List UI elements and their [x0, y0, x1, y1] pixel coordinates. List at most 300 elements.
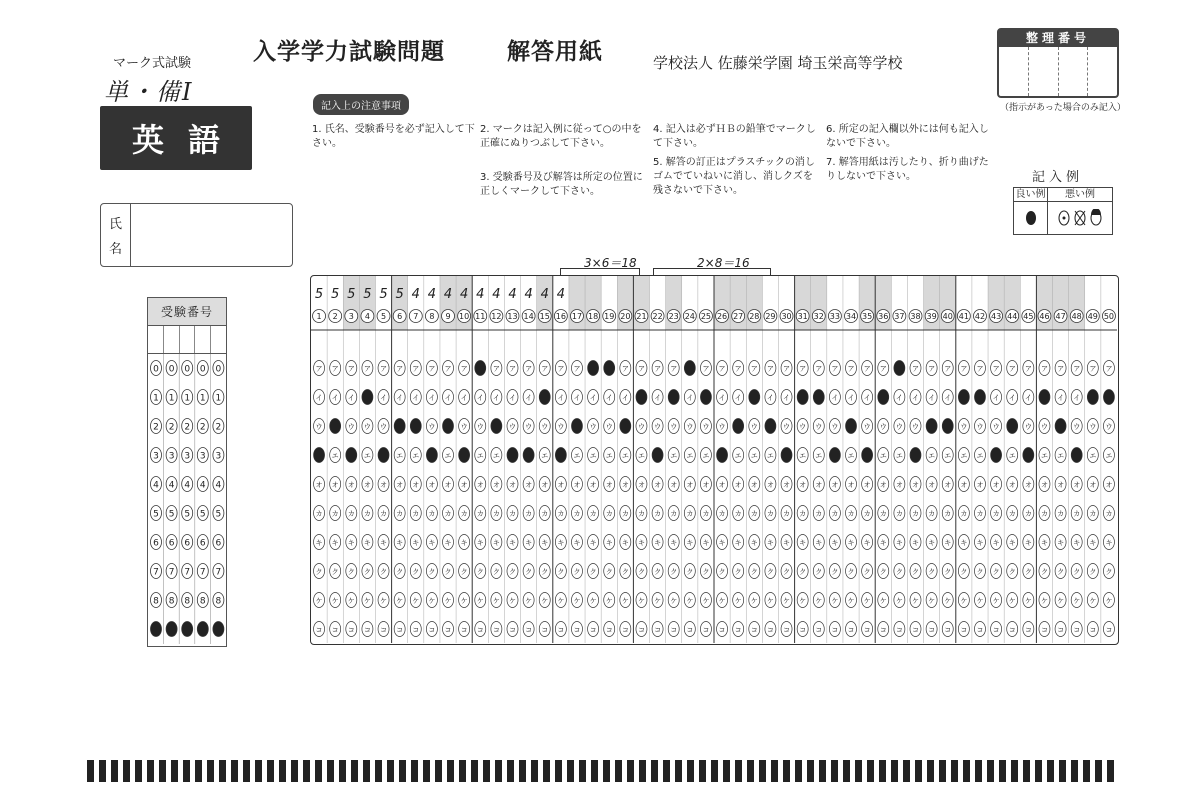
exam-digit-label: 2: [168, 422, 175, 433]
answer-choice-label: イ: [654, 394, 662, 402]
answer-bubble[interactable]: [717, 448, 728, 463]
example-box: [1013, 187, 1113, 235]
answer-choice-label: ケ: [637, 597, 645, 605]
answer-choice-label: オ: [686, 481, 694, 489]
answer-choice-label: コ: [928, 626, 936, 634]
answer-choice-label: ケ: [750, 597, 758, 605]
answer-choice-label: キ: [992, 539, 1000, 547]
answer-choice-label: ア: [944, 365, 952, 373]
answer-choice-label: コ: [766, 626, 774, 634]
notes-badge: 記入上の注意事項: [313, 94, 409, 115]
question-number: 47: [1055, 312, 1066, 321]
handwritten-point: 5: [331, 287, 340, 302]
answer-choice-label: コ: [476, 626, 484, 634]
answer-choice-label: コ: [734, 626, 742, 634]
answer-bubble[interactable]: [846, 419, 857, 434]
answer-choice-label: カ: [1040, 510, 1048, 518]
answer-choice-label: ク: [541, 568, 549, 576]
answer-choice-label: カ: [331, 510, 339, 518]
answer-choice-label: ア: [363, 365, 371, 373]
question-number: 27: [733, 312, 744, 321]
answer-choice-label: キ: [1073, 539, 1081, 547]
answer-choice-label: キ: [847, 539, 855, 547]
answer-choice-label: ア: [654, 365, 662, 373]
answer-choice-label: カ: [718, 510, 726, 518]
answer-choice-label: キ: [766, 539, 774, 547]
answer-choice-label: カ: [476, 510, 484, 518]
answer-choice-label: ア: [1105, 365, 1113, 373]
answer-choice-label: エ: [815, 452, 823, 460]
answer-choice-label: ク: [1089, 568, 1097, 576]
answer-choice-label: コ: [589, 626, 597, 634]
answer-choice-label: コ: [831, 626, 839, 634]
answer-choice-label: カ: [799, 510, 807, 518]
answer-choice-label: コ: [557, 626, 565, 634]
answer-choice-label: ケ: [783, 597, 791, 605]
answer-bubble[interactable]: [346, 448, 357, 463]
answer-choice-label: ケ: [396, 597, 404, 605]
answer-choice-label: コ: [863, 626, 871, 634]
answer-choice-label: イ: [460, 394, 468, 402]
answer-bubble[interactable]: [555, 448, 566, 463]
answer-choice-label: イ: [444, 394, 452, 402]
answer-bubble[interactable]: [330, 419, 341, 434]
exam-digit-bubble[interactable]: [197, 622, 208, 637]
answer-choice-label: ケ: [670, 597, 678, 605]
answer-choice-label: オ: [1057, 481, 1065, 489]
answer-choice-label: ケ: [460, 597, 468, 605]
answer-bubble[interactable]: [813, 390, 824, 405]
answer-choice-label: キ: [444, 539, 452, 547]
answer-choice-label: ク: [573, 568, 581, 576]
answer-bubble[interactable]: [894, 361, 905, 376]
answer-choice-label: エ: [702, 452, 710, 460]
exam-number-bubbles[interactable]: [148, 354, 226, 644]
answer-choice-label: コ: [1089, 626, 1097, 634]
answer-choice-label: エ: [476, 452, 484, 460]
answer-bubble[interactable]: [378, 448, 389, 463]
answer-choice-label: キ: [912, 539, 919, 547]
subject-badge: 英語: [100, 106, 252, 170]
answer-choice-label: ク: [428, 568, 436, 576]
answer-choice-label: カ: [1073, 510, 1081, 518]
answer-choice-label: オ: [1024, 481, 1032, 489]
handwritten-note: 単・備I: [104, 78, 194, 106]
answer-bubble[interactable]: [410, 419, 421, 434]
exam-digit-bubble[interactable]: [151, 622, 162, 637]
answer-choice-label: オ: [1008, 481, 1016, 489]
answer-choice-label: カ: [750, 510, 758, 518]
question-number: 35: [862, 312, 873, 321]
answer-choice-label: ウ: [783, 423, 791, 431]
answer-bubble[interactable]: [942, 419, 953, 434]
answer-choice-label: コ: [347, 626, 355, 634]
question-number: 23: [668, 312, 679, 321]
answer-choice-label: コ: [1073, 626, 1081, 634]
answer-choice-label: カ: [1024, 510, 1032, 518]
answer-choice-label: ウ: [541, 423, 549, 431]
answer-choice-label: コ: [702, 626, 710, 634]
good-example-label: 良い例: [1014, 188, 1048, 201]
answer-choice-label: ア: [509, 365, 516, 373]
answer-choice-label: イ: [621, 394, 629, 402]
answer-bubble[interactable]: [523, 448, 534, 463]
answer-choice-label: カ: [637, 510, 645, 518]
answer-choice-label: キ: [557, 539, 565, 547]
answer-choice-label: コ: [1040, 626, 1048, 634]
exam-digit-bubble[interactable]: [166, 622, 177, 637]
answer-choice-label: ア: [734, 365, 742, 373]
answer-choice-label: イ: [928, 394, 936, 402]
answer-choice-label: ウ: [589, 423, 597, 431]
handwritten-point: 4: [459, 287, 469, 302]
answer-choice-label: イ: [783, 394, 791, 402]
question-number: 43: [991, 312, 1002, 321]
handwritten-point: 5: [379, 287, 388, 302]
answer-choice-label: コ: [525, 626, 533, 634]
answer-choice-label: キ: [976, 539, 984, 547]
answer-bubble[interactable]: [571, 419, 582, 434]
answer-choice-label: ク: [718, 568, 726, 576]
answer-choice-label: カ: [396, 510, 404, 518]
answer-choice-label: ア: [847, 365, 855, 373]
answer-choice-label: キ: [750, 539, 758, 547]
answer-bubble[interactable]: [668, 390, 679, 405]
answer-choice-label: カ: [509, 510, 516, 518]
answer-choice-label: ウ: [605, 423, 613, 431]
answer-choice-label: エ: [396, 452, 404, 460]
answer-bubble[interactable]: [588, 361, 599, 376]
exam-digit-label: 7: [153, 567, 159, 578]
answer-bubble[interactable]: [652, 448, 663, 463]
answer-choice-label: ア: [879, 365, 887, 373]
answer-bubble[interactable]: [878, 390, 889, 405]
question-number: 12: [491, 312, 502, 321]
question-number: 30: [781, 312, 792, 321]
answer-choice-label: ク: [1040, 568, 1048, 576]
exam-digit-label: 6: [199, 538, 206, 549]
answer-choice-label: オ: [718, 481, 726, 489]
answer-choice-label: エ: [363, 452, 371, 460]
answer-choice-label: ケ: [1073, 597, 1081, 605]
answer-choice-label: ア: [444, 365, 452, 373]
answer-choice-label: コ: [799, 626, 807, 634]
answer-choice-label: カ: [847, 510, 855, 518]
answer-choice-label: コ: [460, 626, 468, 634]
question-number: 21: [636, 312, 647, 321]
answer-bubble[interactable]: [733, 419, 744, 434]
name-label-2: 名: [108, 242, 122, 257]
answer-choice-label: コ: [573, 626, 581, 634]
answer-choice-label: エ: [412, 452, 420, 460]
answer-choice-label: オ: [766, 481, 774, 489]
answer-choice-label: キ: [686, 539, 694, 547]
question-number: 34: [845, 312, 857, 321]
name-label-1: 氏: [108, 217, 122, 232]
page-title: 入学学力試験問題: [253, 39, 445, 65]
answer-choice-label: エ: [960, 452, 968, 460]
answer-choice-label: エ: [331, 452, 339, 460]
question-number: 18: [588, 312, 599, 321]
question-number: 5: [380, 312, 387, 321]
question-number: 42: [974, 312, 986, 321]
answer-choice-label: ク: [847, 568, 855, 576]
dot-mark-icon: [1058, 209, 1070, 227]
answer-choice-label: エ: [750, 452, 758, 460]
answer-choice-label: ウ: [799, 423, 807, 431]
answer-choice-label: コ: [492, 626, 500, 634]
question-number: 20: [620, 312, 631, 321]
answer-choice-label: ク: [637, 568, 645, 576]
answer-bubble[interactable]: [491, 419, 502, 434]
answer-choice-label: コ: [912, 626, 919, 634]
exam-digit-bubble[interactable]: [182, 622, 193, 637]
question-number: 1: [316, 312, 322, 321]
name-field[interactable]: [100, 203, 293, 267]
answer-choice-label: ウ: [460, 423, 468, 431]
answer-bubble[interactable]: [1007, 419, 1018, 434]
answer-choice-label: カ: [428, 510, 436, 518]
answer-choice-label: ウ: [315, 423, 323, 431]
answer-choice-label: ケ: [525, 597, 533, 605]
answer-choice-label: ア: [460, 365, 468, 373]
answer-choice-label: イ: [315, 394, 323, 402]
answer-choice-label: ア: [396, 365, 404, 373]
school-name: 学校法人 佐藤栄学園 埼玉栄高等学校: [653, 54, 903, 72]
answer-bubble[interactable]: [958, 390, 969, 405]
answer-bubbles[interactable]: [311, 276, 1117, 643]
exam-digit-label: 8: [153, 596, 159, 607]
answer-choice-label: ク: [815, 568, 823, 576]
handwritten-point: 4: [476, 287, 485, 302]
handwritten-point: 4: [540, 287, 549, 302]
answer-choice-label: キ: [702, 539, 710, 547]
answer-bubble[interactable]: [1039, 390, 1050, 405]
exam-digit-label: 1: [184, 393, 191, 404]
answer-choice-label: ア: [670, 365, 678, 373]
answer-choice-label: ケ: [492, 597, 500, 605]
answer-choice-label: ケ: [428, 597, 436, 605]
answer-bubble[interactable]: [636, 390, 647, 405]
answer-choice-label: オ: [573, 481, 581, 489]
answer-choice-label: コ: [686, 626, 694, 634]
answer-choice-label: エ: [1089, 452, 1097, 460]
answer-bubble[interactable]: [394, 419, 405, 434]
exam-digit-bubble[interactable]: [213, 622, 224, 637]
note-3: 3. 受験番号及び解答は所定の位置に正しくマークして下さい。: [480, 172, 643, 197]
answer-bubble[interactable]: [1023, 448, 1034, 463]
answer-choice-label: ウ: [670, 423, 678, 431]
question-number: 4: [364, 312, 370, 321]
answer-bubble[interactable]: [620, 419, 631, 434]
answer-choice-label: カ: [347, 510, 355, 518]
answer-choice-label: ウ: [509, 423, 516, 431]
answer-choice-label: コ: [815, 626, 823, 634]
answer-choice-label: ア: [1008, 365, 1016, 373]
answer-bubble[interactable]: [781, 448, 792, 463]
answer-choice-label: コ: [605, 626, 613, 634]
answer-choice-label: ア: [976, 365, 984, 373]
answer-choice-label: ア: [573, 365, 581, 373]
answer-choice-label: オ: [492, 481, 500, 489]
answer-choice-label: ク: [331, 568, 339, 576]
answer-choice-label: ク: [960, 568, 968, 576]
answer-choice-label: キ: [621, 539, 629, 547]
answer-bubble[interactable]: [1087, 390, 1098, 405]
answer-bubble[interactable]: [829, 448, 840, 463]
answer-choice-label: キ: [799, 539, 807, 547]
answer-choice-label: オ: [960, 481, 968, 489]
answer-choice-label: ケ: [686, 597, 694, 605]
answer-choice-label: オ: [944, 481, 952, 489]
answer-choice-label: ク: [702, 568, 710, 576]
answer-choice-label: イ: [1073, 394, 1081, 402]
answer-bubble[interactable]: [862, 448, 873, 463]
answer-choice-label: ク: [557, 568, 565, 576]
answer-choice-label: イ: [766, 394, 774, 402]
answer-choice-label: ケ: [605, 597, 613, 605]
exam-digit-label: 2: [215, 422, 222, 433]
answer-choice-label: ケ: [347, 597, 355, 605]
answer-choice-label: イ: [912, 394, 919, 402]
answer-choice-label: イ: [380, 394, 388, 402]
answer-bubble[interactable]: [910, 448, 921, 463]
answer-bubble[interactable]: [426, 448, 437, 463]
answer-choice-label: ウ: [1089, 423, 1097, 431]
answer-choice-label: ウ: [525, 423, 533, 431]
question-number: 7: [413, 312, 419, 321]
answer-bubble[interactable]: [684, 361, 695, 376]
answer-choice-label: オ: [1073, 481, 1081, 489]
answer-choice-label: カ: [912, 510, 919, 518]
answer-choice-label: キ: [363, 539, 371, 547]
answer-choice-label: オ: [1105, 481, 1113, 489]
answer-choice-label: コ: [541, 626, 549, 634]
answer-choice-label: オ: [815, 481, 823, 489]
answer-bubble[interactable]: [700, 390, 711, 405]
answer-choice-label: キ: [396, 539, 404, 547]
answer-choice-label: エ: [976, 452, 984, 460]
answer-choice-label: ア: [783, 365, 791, 373]
exam-digit-label: 8: [215, 596, 222, 607]
question-number: 9: [445, 312, 451, 321]
exam-digit-label: 3: [199, 451, 206, 462]
answer-choice-label: ク: [863, 568, 871, 576]
answer-bubble[interactable]: [459, 448, 470, 463]
answer-choice-label: カ: [992, 510, 1000, 518]
answer-choice-label: イ: [734, 394, 742, 402]
answer-choice-label: イ: [396, 394, 404, 402]
answer-bubble[interactable]: [1103, 390, 1114, 405]
answer-choice-label: ク: [396, 568, 404, 576]
handwritten-point: 5: [314, 287, 324, 302]
handwritten-point: 4: [508, 287, 517, 302]
answer-choice-label: エ: [766, 452, 774, 460]
answer-bubble[interactable]: [475, 361, 486, 376]
answer-choice-label: コ: [509, 626, 516, 634]
answer-bubble[interactable]: [765, 419, 776, 434]
answer-choice-label: イ: [331, 394, 339, 402]
answer-choice-label: カ: [492, 510, 500, 518]
question-number: 29: [765, 312, 776, 321]
answer-choice-label: ア: [1073, 365, 1081, 373]
answer-choice-label: ク: [460, 568, 468, 576]
answer-choice-label: ケ: [847, 597, 855, 605]
answer-choice-label: ウ: [879, 423, 887, 431]
exam-digit-label: 3: [184, 451, 191, 462]
exam-digit-label: 2: [153, 422, 159, 433]
answer-choice-label: ケ: [541, 597, 549, 605]
answer-bubble[interactable]: [974, 390, 985, 405]
answer-choice-label: ク: [621, 568, 629, 576]
answer-choice-label: ケ: [1024, 597, 1032, 605]
answer-choice-label: ケ: [315, 597, 323, 605]
answer-choice-label: オ: [637, 481, 645, 489]
exam-digit-label: 4: [184, 480, 191, 491]
answer-choice-label: カ: [1089, 510, 1097, 518]
answer-bubble[interactable]: [443, 419, 454, 434]
exam-digit-label: 1: [153, 393, 159, 404]
answer-bubble[interactable]: [1071, 448, 1082, 463]
answer-bubble[interactable]: [362, 390, 373, 405]
answer-choice-label: イ: [847, 394, 855, 402]
exam-digit-label: 4: [215, 480, 222, 491]
answer-bubble[interactable]: [797, 390, 808, 405]
answer-choice-label: ウ: [347, 423, 355, 431]
exam-digit-label: 3: [168, 451, 175, 462]
answer-choice-label: ク: [315, 568, 323, 576]
answer-choice-label: ウ: [476, 423, 484, 431]
answer-bubble[interactable]: [314, 448, 325, 463]
answer-choice-label: キ: [460, 539, 468, 547]
answer-choice-label: オ: [670, 481, 678, 489]
answer-bubble[interactable]: [604, 361, 615, 376]
answer-choice-label: ウ: [1073, 423, 1081, 431]
question-number: 36: [878, 312, 889, 321]
answer-choice-label: コ: [1008, 626, 1016, 634]
answer-bubble[interactable]: [1055, 419, 1066, 434]
answer-choice-label: キ: [1089, 539, 1097, 547]
handwritten-point: 4: [492, 287, 501, 302]
answer-choice-label: ア: [1089, 365, 1097, 373]
answer-choice-label: エ: [444, 452, 452, 460]
answer-choice-label: オ: [347, 481, 355, 489]
answer-bubble[interactable]: [539, 390, 550, 405]
answer-bubble[interactable]: [749, 390, 760, 405]
exam-digit-label: 7: [168, 567, 175, 578]
answer-choice-label: キ: [331, 539, 339, 547]
answer-choice-label: カ: [783, 510, 791, 518]
answer-choice-label: オ: [363, 481, 371, 489]
exam-digit-label: 8: [199, 596, 206, 607]
answer-choice-label: ウ: [831, 423, 839, 431]
answer-choice-label: イ: [1057, 394, 1065, 402]
answer-choice-label: ア: [928, 365, 936, 373]
answer-bubble[interactable]: [926, 419, 937, 434]
answer-bubble[interactable]: [507, 448, 518, 463]
answer-choice-label: カ: [895, 510, 903, 518]
answer-choice-label: ク: [879, 568, 887, 576]
handwritten-point: 4: [524, 287, 533, 302]
answer-choice-label: イ: [476, 394, 484, 402]
answer-choice-label: オ: [831, 481, 839, 489]
handwritten-point: 4: [443, 287, 453, 302]
answer-bubble[interactable]: [991, 448, 1002, 463]
score-note-2: 2×8＝16: [697, 256, 750, 270]
answer-choice-label: オ: [605, 481, 613, 489]
answer-choice-label: ア: [815, 365, 823, 373]
question-number: 16: [555, 312, 566, 321]
